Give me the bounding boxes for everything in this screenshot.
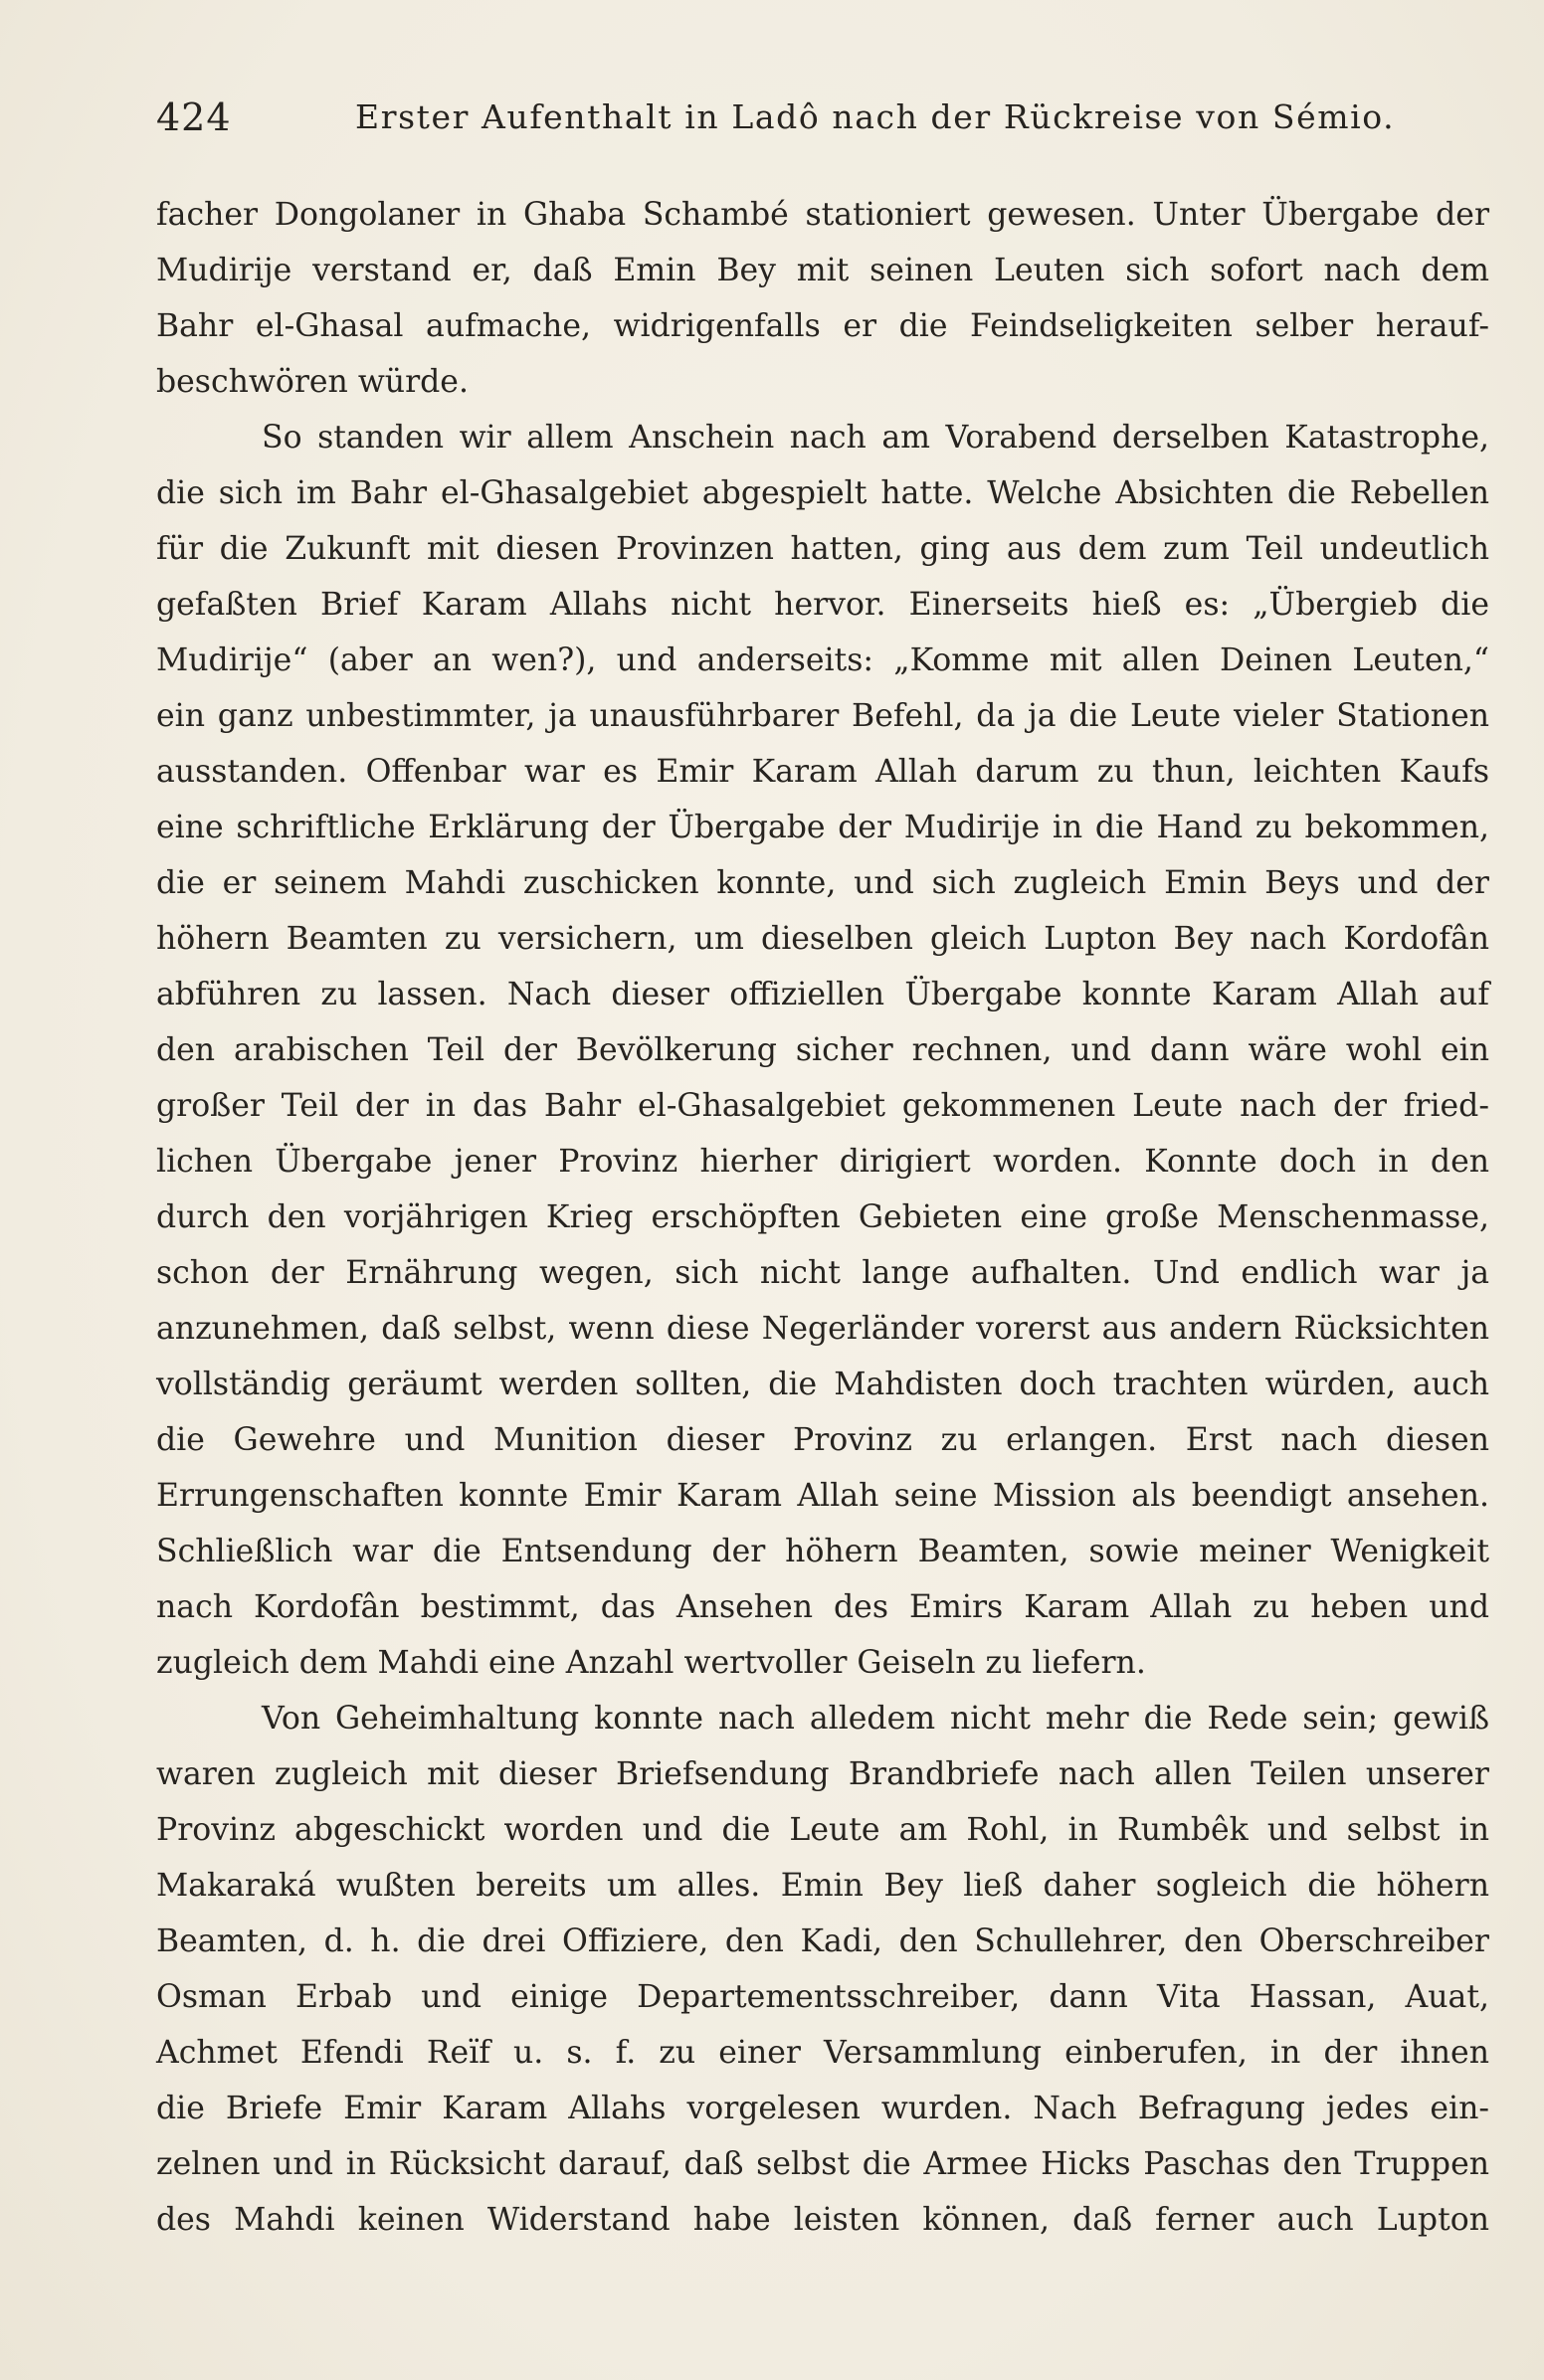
page-number: 424 bbox=[156, 95, 232, 139]
text-line: abführen zu lassen. Nach dieser offiziellen Übergabe konnte Karam Allah auf bbox=[156, 977, 1489, 1012]
text-line: nach Kordofân bestimmt, das Ansehen des Emirs Karam Allah zu heben und bbox=[156, 1589, 1489, 1625]
text-line: höhern Beamten zu versichern, um dieselben gleich Lupton Bey nach Kordofân bbox=[156, 921, 1489, 957]
text-line: die Gewehre und Munition dieser Provinz zu erlangen. Erst nach diesen bbox=[156, 1422, 1489, 1458]
text-line: Mudirije“ (aber an wen?), und anderseits: „Komme mit allen Deinen Leuten,“ bbox=[156, 642, 1489, 678]
text-line: Achmet Efendi Reïf u. s. f. zu einer Versammlung einberufen, in der ihnen bbox=[156, 2035, 1489, 2071]
text-line: lichen Übergabe jener Provinz hierher dirigiert worden. Konnte doch in den bbox=[156, 1144, 1489, 1180]
text-line: für die Zukunft mit diesen Provinzen hatten, ging aus dem zum Teil undeutlich bbox=[156, 531, 1489, 567]
text-line: Provinz abgeschickt worden und die Leute am Rohl, in Rumbêk und selbst in bbox=[156, 1812, 1489, 1848]
text-line: zelnen und in Rücksicht darauf, daß selbst die Armee Hicks Paschas den Truppen bbox=[156, 2146, 1489, 2182]
text-line: Bahr el-Ghasal aufmache, widrigenfalls er die Feindseligkeiten selber herauf- bbox=[156, 308, 1489, 344]
running-title: Erster Aufenthalt in Ladô nach der Rückreise von Sémio. bbox=[355, 97, 1396, 136]
text-line: Osman Erbab und einige Departementsschreiber, dann Vita Hassan, Auat, bbox=[156, 1979, 1489, 2015]
text-line: großer Teil der in das Bahr el-Ghasalgebiet gekommenen Leute nach der fried- bbox=[156, 1088, 1489, 1124]
text-line: des Mahdi keinen Widerstand habe leisten können, daß ferner auch Lupton bbox=[156, 2202, 1489, 2238]
running-head bbox=[156, 95, 1396, 155]
text-line: ausstanden. Offenbar war es Emir Karam Allah darum zu thun, leichten Kaufs bbox=[156, 754, 1489, 790]
text-line: Errungenschaften konnte Emir Karam Allah seine Mission als beendigt ansehen. bbox=[156, 1478, 1489, 1514]
text-line: zugleich dem Mahdi eine Anzahl wertvoller Geiseln zu liefern. bbox=[156, 1645, 1146, 1681]
text-line: gefaßten Brief Karam Allahs nicht hervor. Einerseits hieß es: „Übergieb die bbox=[156, 587, 1489, 623]
body-text bbox=[156, 187, 1489, 2248]
text-line: Beamten, d. h. die drei Offiziere, den Kadi, den Schullehrer, den Oberschreiber bbox=[156, 1923, 1489, 1959]
text-line: schon der Ernährung wegen, sich nicht lange aufhalten. Und endlich war ja bbox=[156, 1255, 1489, 1291]
text-line: Mudirije verstand er, daß Emin Bey mit seinen Leuten sich sofort nach dem bbox=[156, 253, 1489, 288]
text-line: die sich im Bahr el-Ghasalgebiet abgespielt hatte. Welche Absichten die Rebellen bbox=[156, 475, 1489, 511]
text-line: durch den vorjährigen Krieg erschöpften Gebieten eine große Menschenmasse, bbox=[156, 1199, 1489, 1235]
text-line: Von Geheimhaltung konnte nach alledem nicht mehr die Rede sein; gewiß bbox=[262, 1701, 1489, 1737]
text-line: ein ganz unbestimmter, ja unausführbarer Befehl, da ja die Leute vieler Stationen bbox=[156, 698, 1489, 734]
text-line: die Briefe Emir Karam Allahs vorgelesen wurden. Nach Befragung jedes ein- bbox=[156, 2091, 1489, 2126]
text-line: die er seinem Mahdi zuschicken konnte, und sich zugleich Emin Beys und der bbox=[156, 865, 1489, 901]
text-line: vollständig geräumt werden sollten, die Mahdisten doch trachten würden, auch bbox=[156, 1367, 1489, 1402]
text-line: So standen wir allem Anschein nach am Vorabend derselben Katastrophe, bbox=[262, 420, 1489, 456]
text-line: anzunehmen, daß selbst, wenn diese Negerländer vorerst aus andern Rücksichten bbox=[156, 1311, 1489, 1347]
text-line: den arabischen Teil der Bevölkerung sicher rechnen, und dann wäre wohl ein bbox=[156, 1032, 1489, 1068]
text-line: facher Dongolaner in Ghaba Schambé stationiert gewesen. Unter Übergabe der bbox=[156, 197, 1489, 233]
text-line: eine schriftliche Erklärung der Übergabe der Mudirije in die Hand zu bekommen, bbox=[156, 810, 1489, 845]
text-line: beschwören würde. bbox=[156, 364, 469, 400]
text-line: Schließlich war die Entsendung der höhern Beamten, sowie meiner Wenigkeit bbox=[156, 1534, 1489, 1569]
text-line: waren zugleich mit dieser Briefsendung Brandbriefe nach allen Teilen unserer bbox=[156, 1756, 1489, 1792]
text-line: Makaraká wußten bereits um alles. Emin Bey ließ daher sogleich die höhern bbox=[156, 1868, 1489, 1904]
